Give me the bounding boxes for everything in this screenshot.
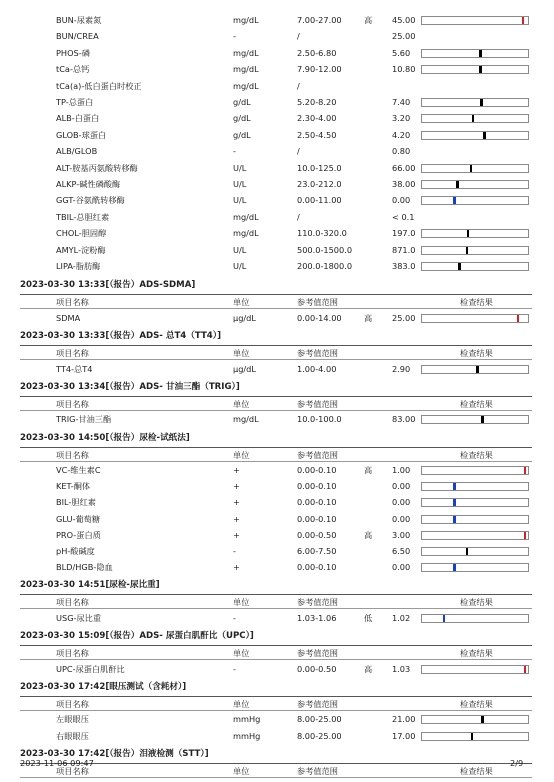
header-result: 检查结果 — [460, 597, 493, 608]
test-name: UPC-尿蛋白肌酐比 — [56, 663, 125, 674]
reference-range: 6.00-7.50 — [297, 546, 337, 556]
result-row — [0, 610, 554, 627]
result-row — [0, 711, 554, 728]
test-name: LIPA-脂肪酶 — [56, 261, 101, 271]
header-name: 项目名称 — [56, 449, 89, 460]
result-row — [0, 209, 554, 226]
gauge-marker — [453, 516, 456, 523]
header-result: 检查结果 — [460, 348, 493, 359]
result-value: 5.60 — [392, 47, 411, 58]
reference-range: 23.0-212.0 — [297, 179, 342, 189]
test-unit: U/L — [233, 261, 247, 271]
header-reference: 参考值范围 — [297, 597, 338, 608]
column-header-row — [0, 697, 554, 711]
result-gauge — [421, 715, 529, 724]
result-value: 83.00 — [392, 414, 416, 425]
section-title: 2023-03-30 17:42[（报告）泪液检测（STT）] — [20, 748, 209, 759]
reference-range: 0.00-0.10 — [297, 481, 337, 492]
test-unit: + — [233, 513, 240, 524]
result-value: 1.00 — [392, 465, 411, 475]
reference-range: 2.30-4.00 — [297, 113, 337, 124]
test-name: ALKP-碱性磷酸酶 — [56, 179, 121, 189]
result-value: 1.03 — [392, 663, 411, 674]
result-value: 66.00 — [392, 162, 416, 173]
result-gauge — [421, 314, 529, 323]
gauge-marker — [483, 132, 486, 139]
result-value: 0.80 — [392, 146, 411, 157]
header-reference: 参考值范围 — [297, 765, 338, 776]
header-result: 检查结果 — [460, 648, 493, 659]
header-unit: 单位 — [233, 449, 250, 460]
result-gauge — [421, 415, 529, 424]
result-row — [0, 494, 554, 511]
column-header-row — [0, 295, 554, 309]
test-name: ALB-白蛋白 — [56, 113, 100, 124]
result-row — [0, 661, 554, 678]
result-gauge — [421, 98, 529, 107]
section-title: 2023-03-30 13:33[（报告）ADS-SDMA] — [20, 280, 196, 291]
section-title: 2023-03-30 14:50[（报告）尿检-试纸法] — [20, 432, 190, 443]
result-gauge — [421, 114, 529, 123]
result-value: 4.20 — [392, 129, 411, 140]
gauge-marker — [517, 315, 520, 322]
reference-range: / — [297, 146, 300, 157]
reference-range: 7.00-27.00 — [297, 15, 342, 25]
result-gauge — [421, 515, 529, 524]
section-title: 2023-03-30 17:42[眼压测试（含耗材）] — [20, 681, 187, 692]
result-gauge — [421, 196, 529, 205]
reference-range: 8.00-25.00 — [297, 730, 342, 741]
header-unit: 单位 — [233, 297, 250, 308]
test-unit: mg/dL — [233, 80, 259, 91]
header-reference: 参考值范围 — [297, 348, 338, 359]
test-name: TBIL-总胆红素 — [56, 211, 110, 222]
test-name: ALT-胺基丙氨酸转移酶 — [56, 162, 138, 173]
result-row — [0, 478, 554, 495]
result-row — [0, 160, 554, 177]
header-reference: 参考值范围 — [297, 297, 338, 308]
header-name: 项目名称 — [56, 698, 89, 709]
result-value: 6.50 — [392, 546, 411, 556]
result-value: 7.40 — [392, 97, 411, 107]
section-title: 2023-03-30 15:09[（报告）ADS- 尿蛋白肌酐比（UPC）] — [20, 631, 254, 642]
reference-range: 5.20-8.20 — [297, 97, 337, 107]
test-unit: + — [233, 529, 240, 540]
result-gauge — [421, 547, 529, 556]
header-name: 项目名称 — [56, 297, 89, 308]
result-row — [0, 728, 554, 745]
header-reference: 参考值范围 — [297, 398, 338, 409]
header-name: 项目名称 — [56, 648, 89, 659]
reference-range: 7.90-12.00 — [297, 64, 342, 75]
gauge-marker — [479, 66, 482, 73]
test-name: GLOB-球蛋白 — [56, 129, 107, 140]
test-name: tCa(a)-低白蛋白时校正 — [56, 80, 142, 91]
header-name: 项目名称 — [56, 765, 89, 776]
test-unit: - — [233, 612, 236, 623]
test-name: BUN-尿素氮 — [56, 15, 102, 25]
result-row — [0, 225, 554, 242]
reference-range: 10.0-125.0 — [297, 162, 342, 173]
test-name: ALB/GLOB — [56, 146, 98, 157]
reference-range: 0.00-0.10 — [297, 513, 337, 524]
result-row — [0, 12, 554, 29]
test-unit: μg/dL — [233, 312, 256, 323]
test-name: CHOL-胆固醇 — [56, 228, 107, 239]
header-reference: 参考值范围 — [297, 648, 338, 659]
header-reference: 参考值范围 — [297, 449, 338, 460]
test-unit: μg/dL — [233, 363, 256, 374]
test-name: SDMA — [56, 312, 81, 323]
test-name: GLU-葡萄糖 — [56, 513, 101, 524]
footer-date: 2023-11-06 09:47 — [20, 758, 94, 768]
result-gauge — [421, 665, 529, 674]
reference-range: 200.0-1800.0 — [297, 261, 353, 271]
gauge-marker — [479, 50, 482, 57]
result-row — [0, 411, 554, 428]
test-unit: mg/dL — [233, 414, 259, 425]
gauge-marker — [524, 666, 527, 673]
test-unit: U/L — [233, 195, 247, 206]
reference-range: 0.00-0.10 — [297, 465, 337, 475]
result-value: 197.0 — [392, 228, 416, 239]
abnormal-flag: 低 — [364, 612, 373, 623]
abnormal-flag: 高 — [364, 529, 373, 540]
header-unit: 单位 — [233, 348, 250, 359]
result-gauge — [421, 49, 529, 58]
test-unit: U/L — [233, 162, 247, 173]
gauge-marker — [480, 99, 483, 106]
header-unit: 单位 — [233, 698, 250, 709]
gauge-marker — [453, 483, 456, 490]
header-result: 检查结果 — [460, 398, 493, 409]
result-value: 0.00 — [392, 195, 411, 206]
test-unit: - — [233, 663, 236, 674]
header-name: 项目名称 — [56, 398, 89, 409]
test-unit: mg/dL — [233, 228, 259, 239]
reference-range: 0.00-0.50 — [297, 529, 337, 540]
test-unit: g/dL — [233, 129, 251, 140]
column-header-row — [0, 595, 554, 609]
result-value: 25.00 — [392, 312, 416, 323]
header-result: 检查结果 — [460, 698, 493, 709]
result-row — [0, 176, 554, 193]
header-unit: 单位 — [233, 648, 250, 659]
test-unit: U/L — [233, 179, 247, 189]
test-name: KET-酮体 — [56, 481, 91, 492]
gauge-marker — [476, 366, 479, 373]
result-row — [0, 361, 554, 378]
result-value: 38.00 — [392, 179, 416, 189]
reference-range: 110.0-320.0 — [297, 228, 347, 239]
test-unit: + — [233, 465, 240, 475]
test-name: USG-尿比重 — [56, 612, 102, 623]
result-value: 45.00 — [392, 15, 416, 25]
result-gauge — [421, 466, 529, 475]
test-unit: mg/dL — [233, 64, 259, 75]
reference-range: 0.00-14.00 — [297, 312, 342, 323]
result-gauge — [421, 229, 529, 238]
test-unit: + — [233, 497, 240, 508]
result-value: 0.00 — [392, 513, 411, 524]
header-result: 检查结果 — [460, 449, 493, 460]
result-row — [0, 143, 554, 160]
result-gauge — [421, 180, 529, 189]
result-value: 10.80 — [392, 64, 416, 75]
header-name: 项目名称 — [56, 348, 89, 359]
reference-range: 2.50-4.50 — [297, 129, 337, 140]
test-unit: mg/dL — [233, 15, 259, 25]
result-row — [0, 559, 554, 576]
gauge-marker — [524, 532, 527, 539]
gauge-marker — [453, 564, 456, 571]
result-row — [0, 462, 554, 479]
result-gauge — [421, 164, 529, 173]
header-result: 检查结果 — [460, 297, 493, 308]
reference-range: 1.00-4.00 — [297, 363, 337, 374]
reference-range: 2.50-6.80 — [297, 47, 337, 58]
test-name: AMYL-淀粉酶 — [56, 244, 106, 255]
result-row — [0, 511, 554, 528]
result-row — [0, 242, 554, 259]
gauge-marker — [458, 263, 461, 270]
test-name: BLD/HGB-隐血 — [56, 562, 113, 573]
reference-range: 0.00-0.50 — [297, 663, 337, 674]
result-row — [0, 110, 554, 127]
reference-range: 0.00-11.00 — [297, 195, 342, 206]
result-gauge — [421, 365, 529, 374]
result-value: 383.0 — [392, 261, 416, 271]
gauge-marker — [467, 230, 470, 237]
reference-range: / — [297, 31, 300, 42]
reference-range: 500.0-1500.0 — [297, 244, 353, 255]
result-value: 2.90 — [392, 363, 411, 374]
header-reference: 参考值范围 — [297, 698, 338, 709]
abnormal-flag: 高 — [364, 15, 373, 25]
result-row — [0, 61, 554, 78]
gauge-marker — [443, 615, 446, 622]
reference-range: 0.00-0.10 — [297, 562, 337, 573]
result-row — [0, 192, 554, 209]
test-unit: g/dL — [233, 97, 251, 107]
test-name: pH-酸碱度 — [56, 546, 95, 556]
test-unit: + — [233, 562, 240, 573]
test-unit: - — [233, 546, 236, 556]
gauge-marker — [466, 548, 469, 555]
result-gauge — [421, 531, 529, 540]
result-row — [0, 527, 554, 544]
gauge-marker — [472, 115, 475, 122]
result-row — [0, 310, 554, 327]
result-value: 21.00 — [392, 714, 416, 725]
result-gauge — [421, 246, 529, 255]
test-name: PRO-蛋白质 — [56, 529, 101, 540]
gauge-marker — [456, 181, 459, 188]
test-unit: g/dL — [233, 113, 251, 124]
result-value: 3.00 — [392, 529, 411, 540]
result-gauge — [421, 498, 529, 507]
test-unit: mmHg — [233, 730, 261, 741]
footer-page-number: 2/9 — [510, 758, 524, 768]
test-name: BUN/CREA — [56, 31, 99, 42]
test-unit: + — [233, 481, 240, 492]
section-title: 2023-03-30 14:51[尿检-尿比重] — [20, 580, 160, 591]
result-gauge — [421, 262, 529, 271]
abnormal-flag: 高 — [364, 312, 373, 323]
abnormal-flag: 高 — [364, 465, 373, 475]
test-name: VC-维生素C — [56, 465, 101, 475]
reference-range: 1.03-1.06 — [297, 612, 337, 623]
result-gauge — [421, 614, 529, 623]
result-value: < 0.1 — [392, 211, 415, 222]
section-title: 2023-03-30 13:33[（报告）ADS- 总T4（TT4）] — [20, 331, 222, 342]
header-unit: 单位 — [233, 398, 250, 409]
test-unit: mg/dL — [233, 211, 259, 222]
test-name: 右眼眼压 — [56, 730, 89, 741]
reference-range: / — [297, 80, 300, 91]
test-name: TT4-总T4 — [56, 363, 93, 374]
result-value: 0.00 — [392, 481, 411, 492]
result-row — [0, 127, 554, 144]
result-row — [0, 45, 554, 62]
header-result: 检查结果 — [460, 765, 493, 776]
test-name: PHOS-磷 — [56, 47, 90, 58]
result-value: 0.00 — [392, 497, 411, 508]
column-header-row — [0, 397, 554, 411]
gauge-marker — [453, 197, 456, 204]
header-name: 项目名称 — [56, 597, 89, 608]
result-value: 871.0 — [392, 244, 416, 255]
header-unit: 单位 — [233, 597, 250, 608]
result-gauge — [421, 131, 529, 140]
test-name: 左眼眼压 — [56, 714, 89, 725]
gauge-marker — [522, 17, 525, 24]
test-name: tCa-总钙 — [56, 64, 90, 75]
column-header-row — [0, 448, 554, 462]
result-value: 25.00 — [392, 31, 416, 42]
test-name: TP-总蛋白 — [56, 97, 94, 107]
reference-range: / — [297, 211, 300, 222]
abnormal-flag: 高 — [364, 663, 373, 674]
reference-range: 0.00-0.10 — [297, 497, 337, 508]
result-value: 3.20 — [392, 113, 411, 124]
result-value: 1.02 — [392, 612, 411, 623]
result-value: 17.00 — [392, 730, 416, 741]
result-row — [0, 258, 554, 275]
column-header-row — [0, 346, 554, 360]
test-name: TRIG-甘油三酯 — [56, 414, 112, 425]
gauge-marker — [481, 716, 484, 723]
gauge-marker — [470, 165, 473, 172]
gauge-marker — [453, 499, 456, 506]
test-unit: U/L — [233, 244, 247, 255]
test-unit: - — [233, 31, 236, 42]
gauge-marker — [481, 416, 484, 423]
result-gauge — [421, 16, 529, 25]
gauge-marker — [466, 247, 469, 254]
test-unit: mg/dL — [233, 47, 259, 58]
result-row — [0, 94, 554, 111]
result-gauge — [421, 65, 529, 74]
reference-range: 8.00-25.00 — [297, 714, 342, 725]
result-row — [0, 78, 554, 95]
result-gauge — [421, 732, 529, 741]
reference-range: 10.0-100.0 — [297, 414, 342, 425]
result-value: 0.00 — [392, 562, 411, 573]
header-unit: 单位 — [233, 765, 250, 776]
section-title: 2023-03-30 13:34[（报告）ADS- 甘油三酯（TRIG）] — [20, 381, 240, 392]
gauge-marker — [471, 733, 474, 740]
test-unit: mmHg — [233, 714, 261, 725]
column-header-row — [0, 646, 554, 660]
test-unit: - — [233, 146, 236, 157]
gauge-marker — [524, 467, 527, 474]
test-name: GGT-谷氨酰转移酶 — [56, 195, 125, 206]
result-row — [0, 543, 554, 560]
result-gauge — [421, 563, 529, 572]
result-gauge — [421, 482, 529, 491]
result-row — [0, 28, 554, 45]
test-name: BIL-胆红素 — [56, 497, 96, 508]
